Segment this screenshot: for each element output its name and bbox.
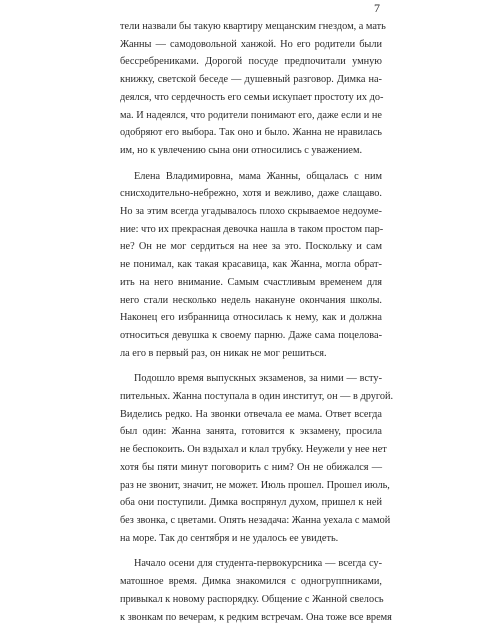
text-line: без звонка, с цветами. Опять незадача: Жанна уехала с мамой (120, 512, 382, 530)
body-text (120, 18, 382, 626)
paragraph (120, 555, 382, 626)
text-line: Подошло время выпускных экзаменов, за ними — всту- (120, 370, 382, 388)
text-line: не понимал, как такая красавица, как Жанна, могла обрат- (120, 256, 382, 274)
text-line: Виделись редко. На звонки отвечала ее мама. Ответ всегда (120, 406, 382, 424)
text-line: снисходительно-небрежно, хотя и вежливо, даже слащаво. (120, 185, 382, 203)
text-line: к звонкам по вечерам, к редким встречам. Она тоже все время (120, 609, 382, 626)
text-line: деялся, что сердечность его семьи искупает простоту их до- (120, 89, 382, 107)
paragraph (120, 18, 382, 160)
text-line: хотя бы пяти минут поговорить с ним? Он не обижался — (120, 459, 382, 477)
text-line: пительных. Жанна поступала в один институт, он — в другой. (120, 388, 382, 406)
page-number: 7 (374, 1, 380, 15)
text-line: не? Он не мог сердиться на нее за это. Поскольку и сам (120, 238, 382, 256)
text-line: относиться девушка к своему парню. Даже сама поцелова- (120, 327, 382, 345)
paragraph-gap (120, 547, 382, 555)
text-line: одобряют его выбора. Так оно и было. Жанна не нравилась (120, 124, 382, 142)
text-line: им, но к увлечению сына они относились с уважением. (120, 142, 382, 160)
text-line: Наконец его избранница относилась к нему, как и должна (120, 309, 382, 327)
text-line: Жанны — самодовольной ханжой. Но его родители были (120, 36, 382, 54)
text-line: него стали несколько недель накануне окончания школы. (120, 292, 382, 310)
text-line: ла его в первый раз, он никак не мог решиться. (120, 345, 382, 363)
text-line: раз не звонит, значит, не может. Июль прошел. Прошел июль, (120, 477, 382, 495)
text-line: привыкал к новому распорядку. Общение с Жанной свелось (120, 591, 382, 609)
text-line: ить на него внимание. Самым счастливым временем для (120, 274, 382, 292)
paragraph (120, 168, 382, 363)
text-line: бессребрениками. Дорогой посуде предпочитали умную (120, 53, 382, 71)
text-line: Начало осени для студента-первокурсника — всегда су- (120, 555, 382, 573)
text-line: был один: Жанна занята, готовится к экзамену, просила (120, 423, 382, 441)
paragraph (120, 370, 382, 547)
text-line: тели назвали бы такую квартиру мещанским гнездом, а мать (120, 18, 382, 36)
text-line: книжку, светской беседе — душевный разговор. Димка на- (120, 71, 382, 89)
paragraph-gap (120, 362, 382, 370)
text-line: на море. Так до сентября и не удалось ее увидеть. (120, 530, 382, 548)
text-line: ние: что их прекрасная девочка нашла в таком простом пар- (120, 221, 382, 239)
text-line: Но за этим всегда угадывалось плохо скрываемое недоуме- (120, 203, 382, 221)
text-line: оба они поступили. Димка воспрянул духом, пришел к ней (120, 494, 382, 512)
text-line: не беспокоить. Он вздыхал и клал трубку. Неужели у нее нет (120, 441, 382, 459)
text-line: Елена Владимировна, мама Жанны, общалась с ним (120, 168, 382, 186)
text-line: матошное время. Димка знакомился с одногруппниками, (120, 573, 382, 591)
paragraph-gap (120, 160, 382, 168)
text-line: ма. И надеялся, что родители понимают его, даже если и не (120, 107, 382, 125)
